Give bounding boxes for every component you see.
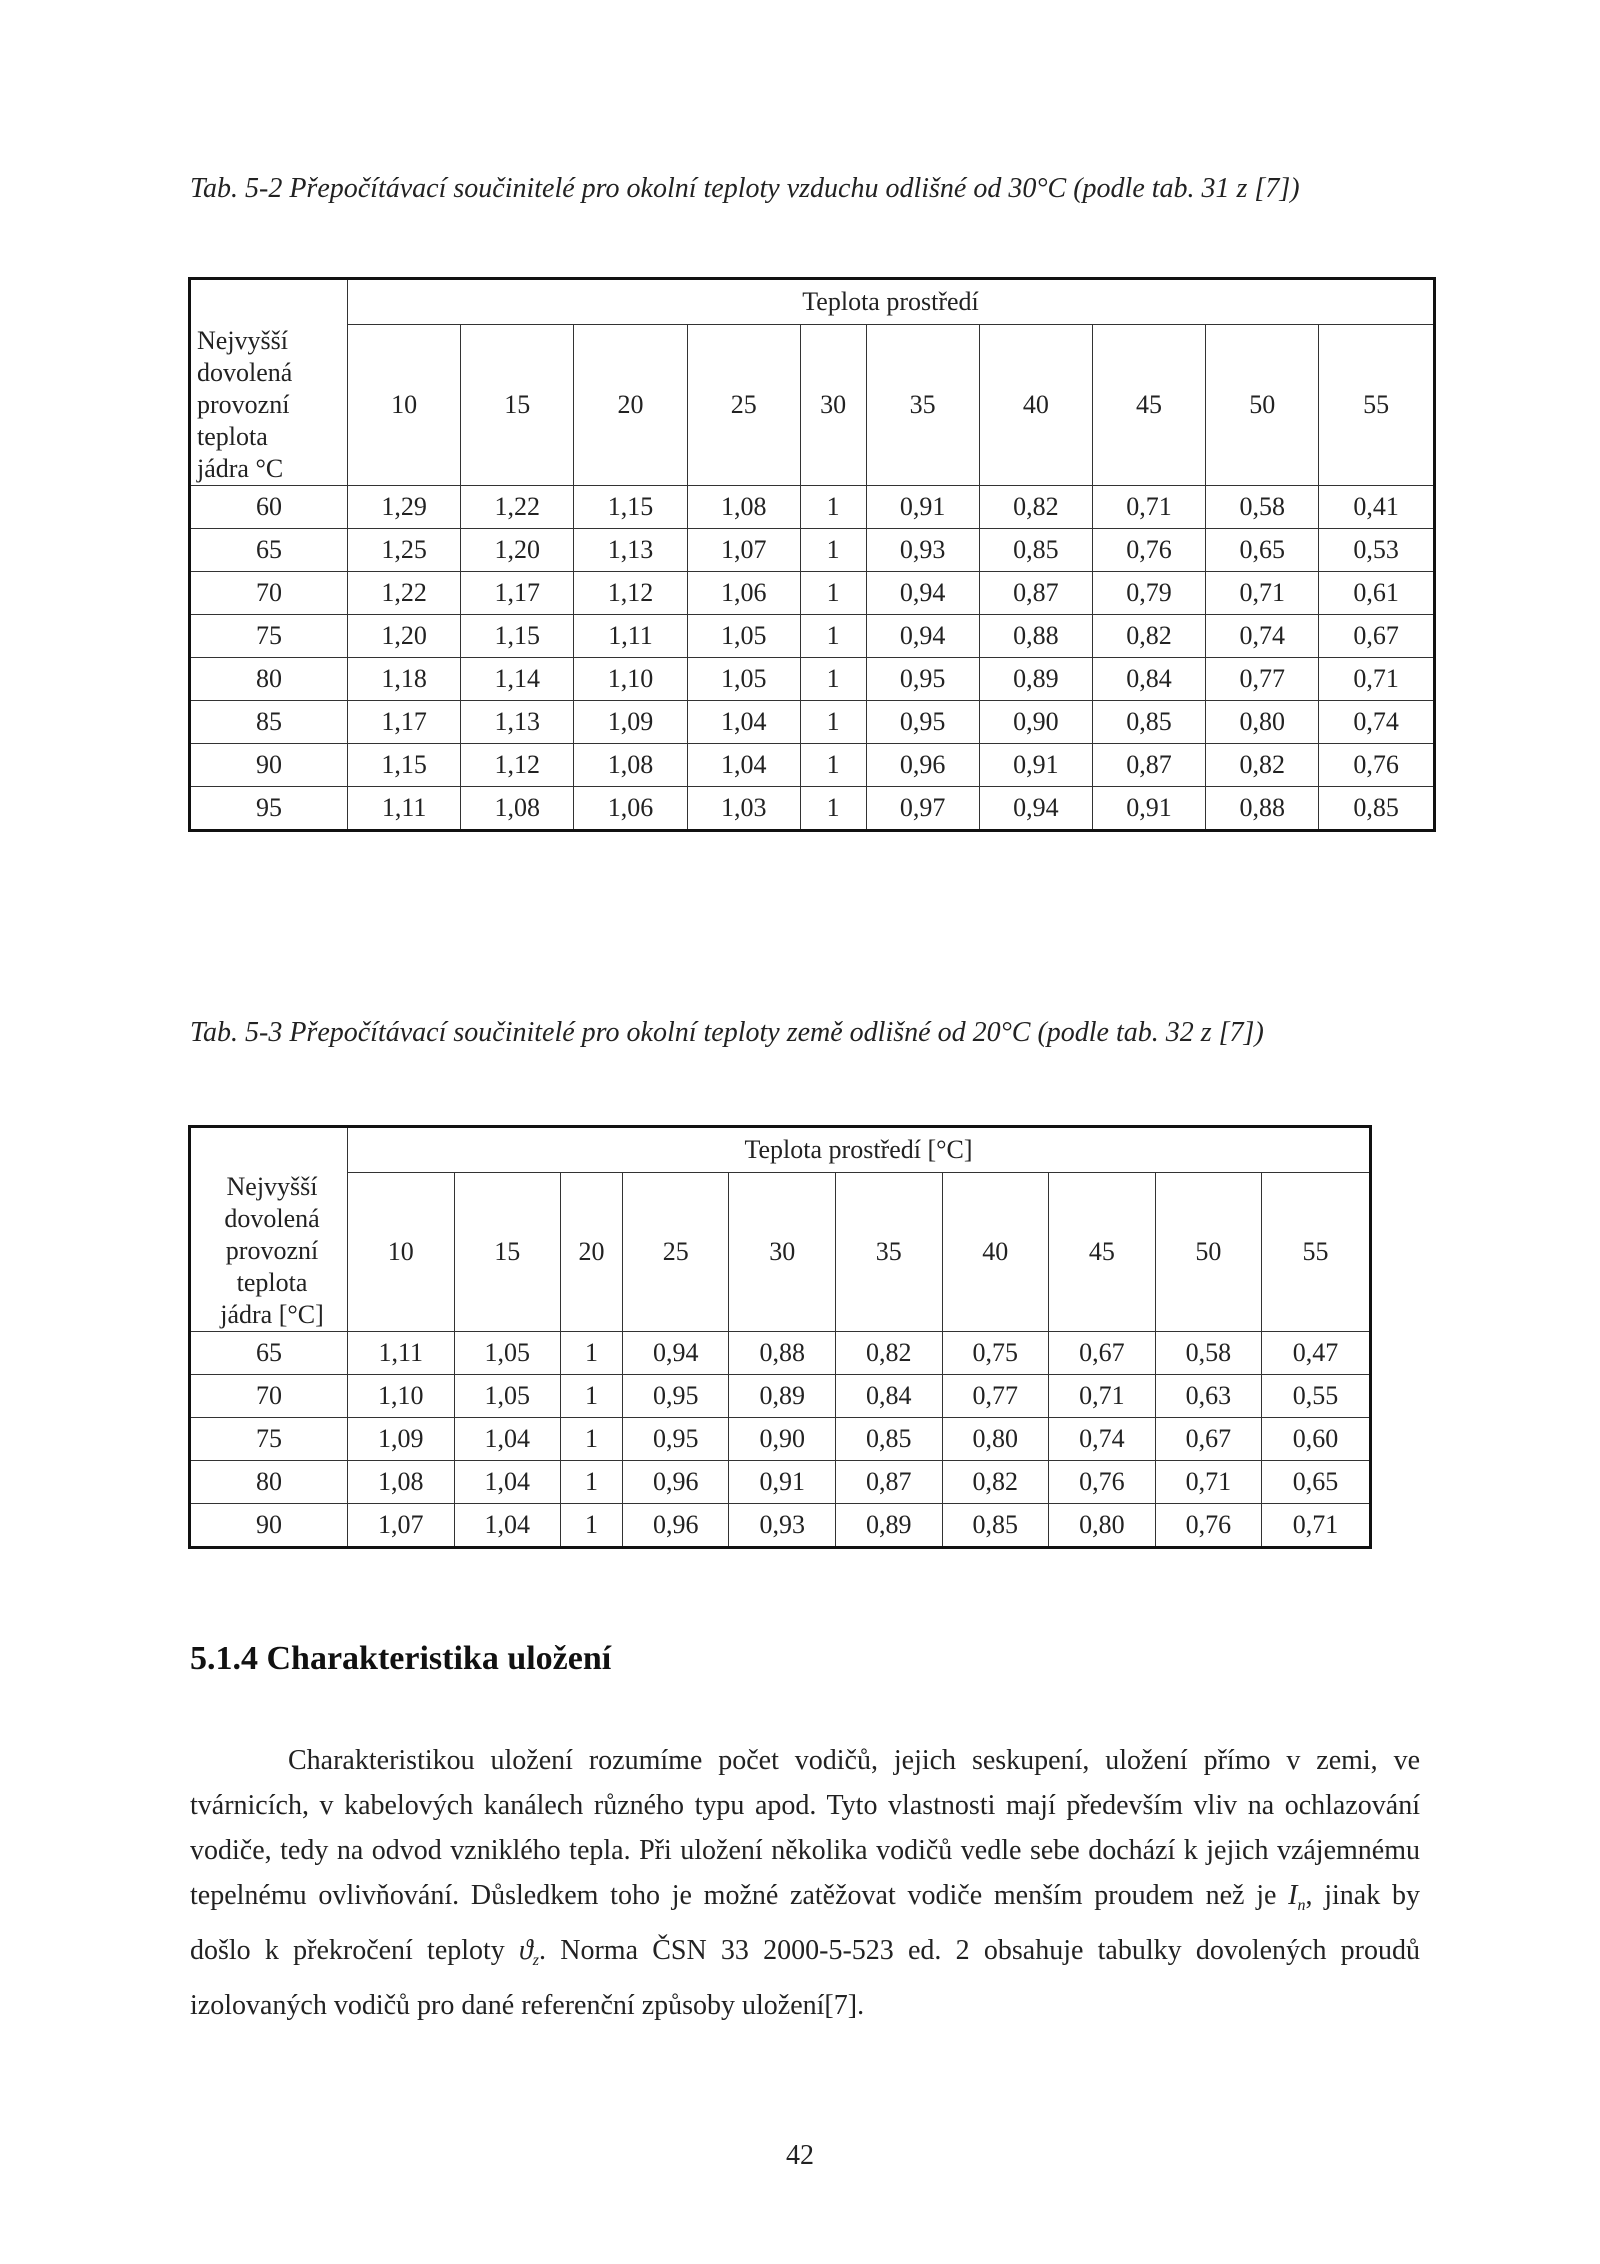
table-cell: 0,88 [1206, 787, 1319, 831]
table-cell: 1,07 [348, 1504, 455, 1548]
group-header: Teplota prostředí [348, 279, 1435, 325]
table-cell: 1,12 [574, 572, 687, 615]
table-cell: 0,71 [1319, 658, 1435, 701]
table-cell: 0,93 [729, 1504, 836, 1548]
paragraph-text-3: . Norma ČSN 33 2000-5-523 ed. 2 obsahuje tabulky dovolených proudů izolovaných vodičů pro dané referenční způsoby uložení[7]. [190, 1935, 1421, 2021]
table-cell: 1 [800, 615, 866, 658]
row-header-label-line: dovolená [197, 358, 293, 387]
table-cell: 0,82 [835, 1332, 942, 1375]
row-header-label-line: provozní [197, 390, 290, 419]
table-row [190, 615, 1435, 658]
row-header-label [190, 1127, 348, 1332]
table-cell: 1,08 [574, 744, 687, 787]
table-cell: 1,04 [454, 1418, 561, 1461]
table-cell: 0,94 [622, 1332, 729, 1375]
table-cell: 0,65 [1206, 529, 1319, 572]
table-cell: 0,87 [1092, 744, 1205, 787]
table-cell: 1,08 [461, 787, 574, 831]
column-header: 30 [800, 325, 866, 486]
table-cell: 0,74 [1319, 701, 1435, 744]
table-cell: 0,85 [835, 1418, 942, 1461]
table-cell: 1 [800, 658, 866, 701]
table-cell: 0,89 [729, 1375, 836, 1418]
table-cell: 0,89 [979, 658, 1092, 701]
table-cell: 0,95 [622, 1375, 729, 1418]
group-header: Teplota prostředí [°C] [348, 1127, 1371, 1173]
table-cell: 1,04 [454, 1504, 561, 1548]
table-cell: 0,71 [1155, 1461, 1262, 1504]
row-temperature: 80 [190, 1461, 348, 1504]
symbol-current-subscript: n [1297, 1897, 1306, 1914]
table-cell: 0,75 [942, 1332, 1049, 1375]
table-row [190, 529, 1435, 572]
table-cell: 1,08 [687, 486, 800, 529]
table-cell: 0,94 [979, 787, 1092, 831]
symbol-temperature-main: ϑ [519, 1935, 533, 1966]
table-cell: 0,41 [1319, 486, 1435, 529]
column-header: 55 [1319, 325, 1435, 486]
table-cell: 1,20 [348, 615, 461, 658]
table-cell: 1,15 [574, 486, 687, 529]
row-temperature: 75 [190, 1418, 348, 1461]
table-cell: 0,47 [1262, 1332, 1371, 1375]
row-header-label-line: teplota [197, 422, 268, 451]
row-temperature: 70 [190, 572, 348, 615]
row-header-label-line: teplota [236, 1268, 308, 1297]
table-cell: 1,06 [687, 572, 800, 615]
table-cell: 1 [561, 1504, 623, 1548]
column-header: 10 [348, 325, 461, 486]
table-cell: 0,85 [1092, 701, 1205, 744]
column-header: 15 [454, 1173, 561, 1332]
table-row [190, 1332, 1371, 1375]
row-temperature: 70 [190, 1375, 348, 1418]
table-cell: 1 [561, 1375, 623, 1418]
table-cell: 0,96 [622, 1461, 729, 1504]
table-cell: 0,94 [866, 572, 979, 615]
table-cell: 0,87 [835, 1461, 942, 1504]
table-cell: 1,08 [348, 1461, 455, 1504]
table-cell: 0,80 [942, 1418, 1049, 1461]
table-cell: 1,13 [461, 701, 574, 744]
table-cell: 0,76 [1092, 529, 1205, 572]
table-row [190, 787, 1435, 831]
table-row [190, 701, 1435, 744]
row-header-label-line: jádra [°C] [220, 1300, 324, 1329]
table-cell: 0,67 [1155, 1418, 1262, 1461]
table-cell: 0,82 [942, 1461, 1049, 1504]
row-header-label-line: provozní [225, 1236, 319, 1265]
row-temperature: 60 [190, 486, 348, 529]
table-cell: 0,74 [1206, 615, 1319, 658]
table1-correction-factors-air [188, 277, 1436, 832]
table-cell: 0,71 [1262, 1504, 1371, 1548]
column-header: 45 [1049, 1173, 1156, 1332]
column-header: 55 [1262, 1173, 1371, 1332]
table-cell: 1 [561, 1461, 623, 1504]
table-row [190, 744, 1435, 787]
row-temperature: 85 [190, 701, 348, 744]
table-cell: 1,13 [574, 529, 687, 572]
symbol-current [1288, 1880, 1306, 1914]
table-cell: 0,71 [1206, 572, 1319, 615]
table-cell: 0,79 [1092, 572, 1205, 615]
table-cell: 0,93 [866, 529, 979, 572]
table-cell: 0,63 [1155, 1375, 1262, 1418]
table-cell: 0,85 [1319, 787, 1435, 831]
table-cell: 1 [800, 744, 866, 787]
table-cell: 0,97 [866, 787, 979, 831]
table-cell: 1,05 [454, 1332, 561, 1375]
table-cell: 0,88 [979, 615, 1092, 658]
column-header: 20 [574, 325, 687, 486]
table-cell: 0,84 [1092, 658, 1205, 701]
table-cell: 1,05 [454, 1375, 561, 1418]
paragraph-text-1: Charakteristikou uložení rozumíme počet vodičů, jejich seskupení, uložení přímo v zemi, ve tvárnicích, v kabelových kanálech různého typu apod. Tyto vlastnosti mají především vliv na ochlazování vodiče, tedy na odvod vzniklého tepla. Při uložení několika vodičů vedle sebe dochází k jejich vzájemnému tepelnému ovlivňování. Důsledkem toho je možné zatěžovat vodiče menším proudem než je [190, 1745, 1420, 1911]
table-cell: 0,80 [1206, 701, 1319, 744]
table-cell: 0,82 [979, 486, 1092, 529]
table-row [190, 1461, 1371, 1504]
section-paragraph [190, 1738, 1420, 2028]
table-cell: 0,95 [866, 701, 979, 744]
table-cell: 0,53 [1319, 529, 1435, 572]
table-cell: 0,82 [1206, 744, 1319, 787]
table-cell: 0,96 [622, 1504, 729, 1548]
symbol-current-main: I [1288, 1880, 1298, 1911]
table-cell: 0,85 [942, 1504, 1049, 1548]
row-header-label-line: jádra °C [197, 454, 284, 483]
row-temperature: 95 [190, 787, 348, 831]
table1-caption: Tab. 5-2 Přepočítávací součinitelé pro okolní teploty vzduchu odlišné od 30°C (podle tab. 31 z [7]) [190, 173, 1300, 204]
table-cell: 1,15 [461, 615, 574, 658]
table-cell: 0,91 [1092, 787, 1205, 831]
row-header-label-line: dovolená [224, 1204, 320, 1233]
table-row [190, 1504, 1371, 1548]
column-header: 40 [979, 325, 1092, 486]
table-cell: 1,12 [461, 744, 574, 787]
table-cell: 1,22 [348, 572, 461, 615]
column-header: 20 [561, 1173, 623, 1332]
column-header: 35 [866, 325, 979, 486]
column-header: 50 [1155, 1173, 1262, 1332]
table-cell: 0,89 [835, 1504, 942, 1548]
table-cell: 0,60 [1262, 1418, 1371, 1461]
table-cell: 0,94 [866, 615, 979, 658]
table-cell: 1,04 [687, 701, 800, 744]
table-cell: 0,80 [1049, 1504, 1156, 1548]
table-cell: 1,20 [461, 529, 574, 572]
table-cell: 0,96 [866, 744, 979, 787]
table-cell: 1 [800, 701, 866, 744]
table-cell: 0,95 [622, 1418, 729, 1461]
table-cell: 0,58 [1155, 1332, 1262, 1375]
table-cell: 1 [800, 486, 866, 529]
row-temperature: 75 [190, 615, 348, 658]
table-cell: 0,90 [979, 701, 1092, 744]
table-cell: 0,82 [1092, 615, 1205, 658]
column-header: 35 [835, 1173, 942, 1332]
table-cell: 0,74 [1049, 1418, 1156, 1461]
column-header: 45 [1092, 325, 1205, 486]
table-cell: 0,67 [1049, 1332, 1156, 1375]
paragraph-text-2: , jinak by došlo k překročení teploty [190, 1880, 1420, 1966]
table-cell: 0,77 [1206, 658, 1319, 701]
column-header: 10 [348, 1173, 455, 1332]
table-cell: 0,65 [1262, 1461, 1371, 1504]
table-cell: 1,25 [348, 529, 461, 572]
table-cell: 1,17 [348, 701, 461, 744]
page-number: 42 [786, 2140, 814, 2171]
table-cell: 0,61 [1319, 572, 1435, 615]
table-cell: 1,11 [574, 615, 687, 658]
table-cell: 1,11 [348, 1332, 455, 1375]
table-cell: 1,11 [348, 787, 461, 831]
column-header: 30 [729, 1173, 836, 1332]
table-cell: 0,85 [979, 529, 1092, 572]
table-cell: 1 [561, 1418, 623, 1461]
table-cell: 1,07 [687, 529, 800, 572]
table-cell: 1 [800, 529, 866, 572]
table-cell: 0,91 [979, 744, 1092, 787]
row-header-label-line: Nejvyšší [197, 326, 288, 355]
table-cell: 0,91 [866, 486, 979, 529]
table-cell: 1,29 [348, 486, 461, 529]
table-row [190, 572, 1435, 615]
table-cell: 0,67 [1319, 615, 1435, 658]
table2-correction-factors-ground [188, 1125, 1372, 1549]
column-header: 25 [622, 1173, 729, 1332]
section-heading: 5.1.4 Charakteristika uložení [190, 1640, 612, 1677]
table-cell: 1,17 [461, 572, 574, 615]
table-cell: 0,76 [1049, 1461, 1156, 1504]
table-cell: 1,15 [348, 744, 461, 787]
table-cell: 1 [561, 1332, 623, 1375]
table-row [190, 1375, 1371, 1418]
table-cell: 1 [800, 572, 866, 615]
row-temperature: 80 [190, 658, 348, 701]
table-cell: 0,87 [979, 572, 1092, 615]
row-temperature: 65 [190, 1332, 348, 1375]
table-cell: 1,18 [348, 658, 461, 701]
table-cell: 1,05 [687, 658, 800, 701]
table-cell: 0,71 [1092, 486, 1205, 529]
table-cell: 1,22 [461, 486, 574, 529]
column-header: 25 [687, 325, 800, 486]
row-temperature: 90 [190, 1504, 348, 1548]
symbol-temperature-subscript: z [532, 1952, 540, 1969]
table-cell: 0,55 [1262, 1375, 1371, 1418]
row-header-label-line: Nejvyšší [226, 1172, 318, 1201]
table-cell: 1,04 [454, 1461, 561, 1504]
row-header-label [190, 279, 348, 486]
table-cell: 0,95 [866, 658, 979, 701]
table-cell: 0,88 [729, 1332, 836, 1375]
table-cell: 0,58 [1206, 486, 1319, 529]
table-cell: 0,76 [1319, 744, 1435, 787]
table-cell: 1,05 [687, 615, 800, 658]
table-cell: 1,03 [687, 787, 800, 831]
table-cell: 1 [800, 787, 866, 831]
row-temperature: 65 [190, 529, 348, 572]
table-cell: 0,77 [942, 1375, 1049, 1418]
table-cell: 1,04 [687, 744, 800, 787]
table-cell: 1,06 [574, 787, 687, 831]
table-cell: 0,71 [1049, 1375, 1156, 1418]
table-row [190, 486, 1435, 529]
table-cell: 1,10 [574, 658, 687, 701]
table-cell: 0,76 [1155, 1504, 1262, 1548]
table-cell: 1,10 [348, 1375, 455, 1418]
table-cell: 0,91 [729, 1461, 836, 1504]
table-cell: 1,09 [348, 1418, 455, 1461]
table-cell: 0,90 [729, 1418, 836, 1461]
table-row [190, 1418, 1371, 1461]
table-cell: 1,09 [574, 701, 687, 744]
row-temperature: 90 [190, 744, 348, 787]
table2-caption: Tab. 5-3 Přepočítávací součinitelé pro okolní teploty země odlišné od 20°C (podle tab. 32 z [7]) [190, 1017, 1264, 1048]
table-cell: 1,14 [461, 658, 574, 701]
table-row [190, 658, 1435, 701]
table-cell: 0,84 [835, 1375, 942, 1418]
column-header: 40 [942, 1173, 1049, 1332]
column-header: 15 [461, 325, 574, 486]
column-header: 50 [1206, 325, 1319, 486]
symbol-temperature [519, 1935, 540, 1969]
